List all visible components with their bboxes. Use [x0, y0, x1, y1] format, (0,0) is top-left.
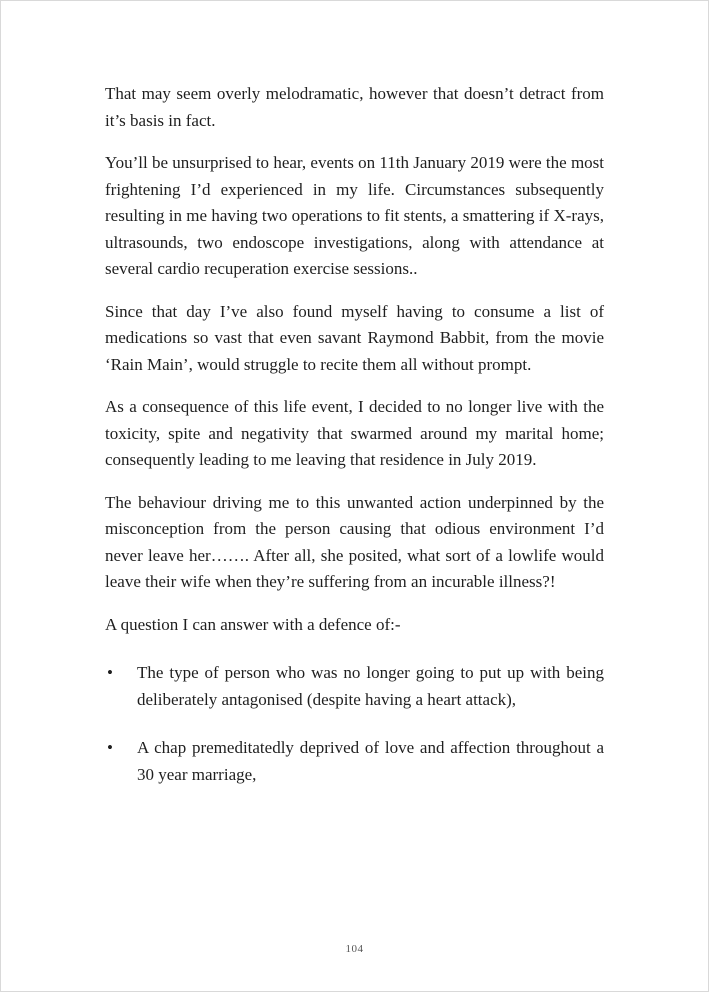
page-number: 104: [345, 943, 364, 955]
paragraph: A question I can answer with a defence of:-: [105, 614, 401, 634]
paragraph: The behaviour driving me to this unwanted action underpinned by the misconception from the person causing that odious environment I’d never leave her……. After all, she posited, what sort of a lowlife would leave their wife when they’re suffering from an incurable illness?!: [105, 492, 604, 591]
paragraph: Since that day I’ve also found myself having to consume a list of medications so vast that even savant Raymond Babbit, from the movie ‘Rain Main’, would struggle to recite them all without prompt.: [105, 301, 604, 374]
bullet-item: [105, 660, 604, 713]
page-content: [105, 81, 604, 788]
bullet-item: [105, 735, 604, 788]
bullet-text: The type of person who was no longer going to put up with being deliberately antagonised (despite having a heart attack),: [137, 663, 604, 709]
bullet-text: A chap premeditatedly deprived of love and affection throughout a 30 year marriage,: [137, 738, 604, 784]
bullet-marker: •: [107, 738, 113, 757]
paragraph: You’ll be unsurprised to hear, events on 11th January 2019 were the most frightening I’d experienced in my life. Circumstances subsequently resulting in me having two operations to fit stents, a smattering if X-rays, ultrasounds, two endoscope investigations, along with attendance at several cardio recuperation exercise sessions..: [105, 153, 604, 278]
paragraph: That may seem overly melodramatic, however that doesn’t detract from it’s basis in fact.: [105, 84, 604, 130]
bullet-marker: •: [107, 663, 113, 682]
paragraph: As a consequence of this life event, I decided to no longer live with the toxicity, spite and negativity that swarmed around my marital home; consequently leading to me leaving that residence in July 2019.: [105, 397, 604, 469]
